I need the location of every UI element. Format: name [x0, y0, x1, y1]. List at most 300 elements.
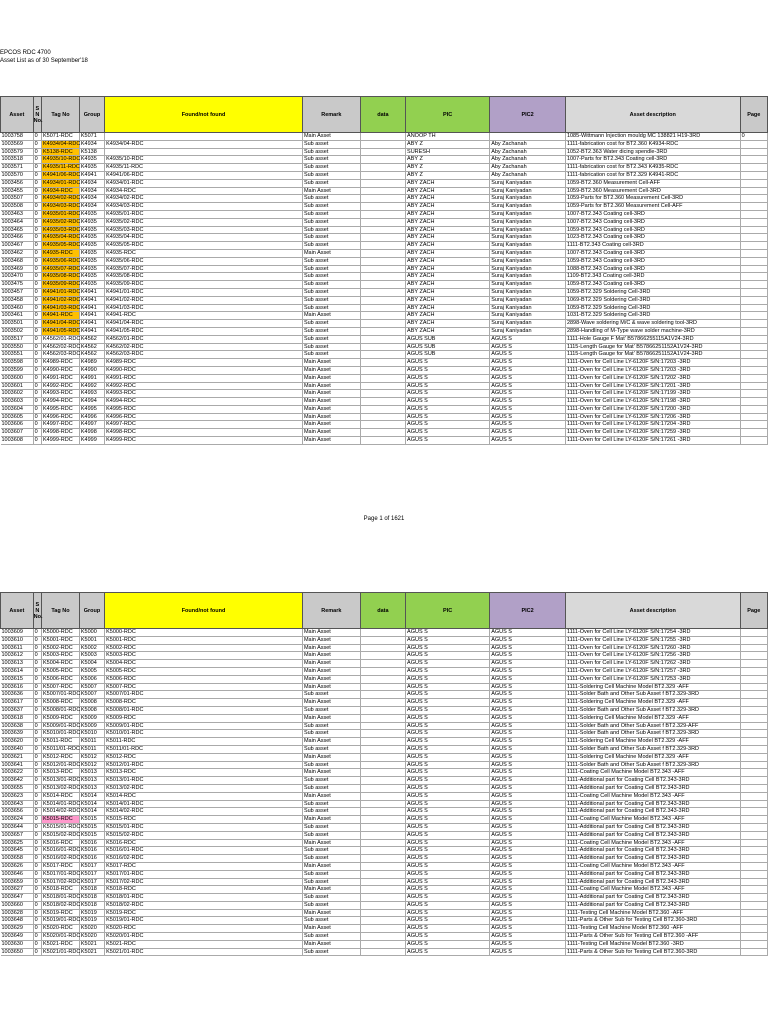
pic2-cell: AGUS S — [490, 948, 566, 956]
remark-cell: Sub asset — [302, 242, 360, 250]
table-row — [1, 886, 768, 894]
group-cell: K5009 — [79, 714, 104, 722]
description-cell: 1111-Oven for Cell Line LY-6120F S/N:17256 -3RD — [565, 652, 740, 660]
tag-cell: K5015/02-RDC — [43, 831, 81, 838]
sn-cell: 0 — [33, 761, 41, 769]
data-cell — [360, 351, 405, 359]
sn-cell: 0 — [33, 831, 41, 839]
pic-cell: ABY ZACH — [406, 242, 490, 250]
pic2-cell: AGUS S — [490, 808, 566, 816]
page-cell — [740, 800, 767, 808]
asset-cell: 1003642 — [1, 777, 34, 785]
group-cell: K5138 — [79, 148, 104, 156]
pic-cell: AGUS S — [406, 398, 490, 406]
sn-cell: 0 — [33, 218, 41, 226]
page-cell — [740, 933, 767, 941]
description-cell: 1111-Soldering Cell Machine Model BT2.329 -AFF — [565, 699, 740, 707]
table-row — [1, 327, 768, 335]
pic-cell: AGUS S — [406, 948, 490, 956]
sn-cell: 0 — [33, 148, 41, 156]
tag-cell: K4993-RDC — [42, 390, 80, 398]
description-cell: 1111-Coating Cell Machine Model BT2.343 -AFF — [565, 839, 740, 847]
table-row — [1, 148, 768, 156]
data-cell — [360, 304, 405, 312]
data-cell — [360, 792, 405, 800]
group-cell: K5014 — [79, 808, 104, 816]
remark-cell: Main Asset — [302, 792, 360, 800]
found-cell: K4935/01-RDC — [105, 210, 303, 218]
tag-cell: K4941/03-RDC — [43, 304, 81, 311]
pic-cell: ABY ZACH — [406, 273, 490, 281]
sn-cell: 0 — [33, 691, 41, 699]
table-row — [1, 249, 768, 257]
pic-cell: AGUS S — [406, 753, 490, 761]
page-cell — [740, 171, 767, 179]
group-cell: K4935 — [79, 210, 104, 218]
pic2-cell: AGUS S — [490, 940, 566, 948]
table-row — [1, 933, 768, 941]
col-data: data — [360, 593, 405, 629]
data-cell — [360, 242, 405, 250]
found-cell: K5021-RDC — [105, 940, 303, 948]
pic2-cell: AGUS S — [490, 359, 566, 367]
tag-cell: K5016-RDC — [42, 839, 80, 847]
asset-cell: 1003609 — [1, 629, 34, 637]
col-tag: Tag No — [42, 97, 80, 133]
asset-cell: 1003650 — [1, 948, 34, 956]
tag-cell: K4998-RDC — [42, 429, 80, 437]
table-row — [1, 878, 768, 886]
group-cell: K5003 — [79, 652, 104, 660]
data-cell — [360, 769, 405, 777]
asset-cell: 1003501 — [1, 320, 34, 328]
group-cell: K5019 — [79, 917, 104, 925]
page-cell — [740, 390, 767, 398]
table-row — [1, 351, 768, 359]
data-cell — [360, 933, 405, 941]
pic-cell: ABY ZACH — [406, 195, 490, 203]
tag-cell: K4935/03-RDC — [43, 226, 81, 233]
asset-cell: 1003621 — [1, 753, 34, 761]
asset-cell: 1003657 — [1, 831, 34, 839]
group-cell: K4934 — [79, 195, 104, 203]
tag-cell: K4997-RDC — [42, 421, 80, 429]
remark-cell: Sub asset — [302, 948, 360, 956]
tag-cell: K4999-RDC — [42, 437, 80, 445]
remark-cell: Main Asset — [302, 940, 360, 948]
data-cell — [360, 847, 405, 855]
col-remark: Remark — [302, 97, 360, 133]
group-cell: K5020 — [79, 933, 104, 941]
group-cell: K5017 — [79, 870, 104, 878]
table-row — [1, 769, 768, 777]
pic2-cell: Suraj Kaniyadan — [490, 273, 566, 281]
page-cell — [740, 870, 767, 878]
asset-cell: 1003622 — [1, 769, 34, 777]
sn-cell: 0 — [33, 320, 41, 328]
pic-cell: ABY ZACH — [406, 312, 490, 320]
table-row — [1, 429, 768, 437]
found-cell: K4989-RDC — [105, 359, 303, 367]
table-row — [1, 777, 768, 785]
description-cell: 1111-Oven for Cell Line LY-6120F S/N:17202 -3RD — [565, 374, 740, 382]
table-row — [1, 667, 768, 675]
found-cell: K4994-RDC — [105, 398, 303, 406]
remark-cell: Main Asset — [302, 398, 360, 406]
group-cell: K4941 — [79, 304, 104, 312]
remark-cell: Main Asset — [302, 133, 360, 141]
sn-cell: 0 — [33, 800, 41, 808]
table-row — [1, 784, 768, 792]
asset-cell: 1003469 — [1, 265, 34, 273]
pic2-cell: AGUS S — [490, 730, 566, 738]
group-cell: K5006 — [79, 675, 104, 683]
group-cell: K5005 — [79, 667, 104, 675]
group-cell: K5020 — [79, 925, 104, 933]
col-page: Page — [740, 97, 767, 133]
table-row — [1, 320, 768, 328]
found-cell: K4935/04-RDC — [105, 234, 303, 242]
found-cell: K5018/01-RDC — [105, 894, 303, 902]
remark-cell: Sub asset — [302, 706, 360, 714]
col-group: Group — [79, 97, 104, 133]
group-cell: K4934 — [79, 203, 104, 211]
group-cell: K4993 — [79, 390, 104, 398]
pic-cell: AGUS S — [406, 437, 490, 445]
asset-cell: 1003636 — [1, 691, 34, 699]
sn-cell: 0 — [33, 265, 41, 273]
table-row — [1, 382, 768, 390]
pic2-cell: AGUS S — [490, 847, 566, 855]
table-row — [1, 901, 768, 909]
found-cell: K5007/01-RDC — [105, 691, 303, 699]
remark-cell: Sub asset — [302, 296, 360, 304]
page-cell — [740, 644, 767, 652]
group-cell: K4934 — [79, 179, 104, 187]
page-cell — [740, 187, 767, 195]
pic-cell: AGUS S — [406, 894, 490, 902]
description-cell: 1111-Testing Cell Machine Model BT2.360 -AFF — [565, 925, 740, 933]
tag-cell: K5008-RDC — [42, 699, 80, 707]
pic-cell: AGUS S — [406, 382, 490, 390]
data-cell — [360, 179, 405, 187]
tag-cell: K5015-RDC — [42, 816, 80, 824]
found-cell: K4941/04-RDC — [105, 320, 303, 328]
remark-cell: Main Asset — [302, 429, 360, 437]
pic-cell: AGUS S — [406, 761, 490, 769]
pic-cell: ABY ZACH — [406, 288, 490, 296]
remark-cell: Sub asset — [302, 156, 360, 164]
pic-cell: SURESH — [406, 148, 490, 156]
remark-cell: Sub asset — [302, 808, 360, 816]
page-cell — [740, 948, 767, 956]
description-cell: 1111-Oven for Cell Line LY-6120F S/N:17204 -3RD — [565, 421, 740, 429]
description-cell: 1111-Oven for Cell Line LY-6120F S/N:17200 -3RD — [565, 405, 740, 413]
description-cell: 1111-Soldering Cell Machine Model BT2.329 -AFF — [565, 753, 740, 761]
pic-cell: ABY ZACH — [406, 179, 490, 187]
table-row — [1, 706, 768, 714]
pic2-cell: AGUS S — [490, 374, 566, 382]
tag-cell: K5018/02-RDC — [43, 901, 81, 908]
remark-cell: Main Asset — [302, 738, 360, 746]
tag-cell: K4562/01-RDC — [43, 335, 81, 342]
pic2-cell: AGUS S — [490, 351, 566, 359]
col-sn: S N No. — [33, 593, 41, 629]
pic2-cell: AGUS S — [490, 823, 566, 831]
table-row — [1, 925, 768, 933]
tag-cell: K4992-RDC — [42, 382, 80, 390]
data-cell — [360, 636, 405, 644]
tag-cell: K5009/01-RDC — [43, 722, 81, 729]
description-cell: 1007-BT2.343 Coating cell-3RD — [565, 218, 740, 226]
data-cell — [360, 675, 405, 683]
asset-cell: 1003464 — [1, 218, 34, 226]
pic2-cell: AGUS S — [490, 738, 566, 746]
tag-cell: K4935/02-RDC — [43, 218, 81, 225]
page-cell — [740, 257, 767, 265]
data-cell — [360, 288, 405, 296]
data-cell — [360, 808, 405, 816]
tag-cell: K5017/01-RDC — [43, 870, 81, 877]
group-cell: K4999 — [79, 437, 104, 445]
pic2-cell: AGUS S — [490, 870, 566, 878]
page-cell — [740, 683, 767, 691]
description-cell: 1031-BT2.329 Soldering Cell-3RD — [565, 312, 740, 320]
group-cell: K4989 — [79, 359, 104, 367]
found-cell: K5016-RDC — [105, 839, 303, 847]
asset-cell: 1003569 — [1, 140, 34, 148]
group-cell: K5013 — [79, 769, 104, 777]
found-cell: K4935/06-RDC — [105, 257, 303, 265]
table-row — [1, 359, 768, 367]
description-cell: 1059-BT2.329 Soldering Cell-3RD — [565, 288, 740, 296]
pic2-cell: Suraj Kaniyadan — [490, 218, 566, 226]
group-cell: K5010 — [79, 730, 104, 738]
pic-cell: AGUS S — [406, 644, 490, 652]
data-cell — [360, 878, 405, 886]
group-cell: K4562 — [79, 335, 104, 343]
remark-cell: Main Asset — [302, 816, 360, 824]
remark-cell: Sub asset — [302, 320, 360, 328]
pic-cell: ABY Z — [406, 171, 490, 179]
pic-cell: ABY Z — [406, 164, 490, 172]
pic2-cell: Suraj Kaniyadan — [490, 312, 566, 320]
table-row — [1, 179, 768, 187]
col-pic: PIC — [406, 593, 490, 629]
table-row — [1, 273, 768, 281]
remark-cell: Main Asset — [302, 886, 360, 894]
remark-cell: Main Asset — [302, 366, 360, 374]
found-cell: K4997-RDC — [105, 421, 303, 429]
table-row — [1, 171, 768, 179]
pic2-cell — [490, 133, 566, 141]
asset-cell: 1003624 — [1, 816, 34, 824]
pic2-cell: Suraj Kaniyadan — [490, 320, 566, 328]
asset-cell: 1003601 — [1, 382, 34, 390]
tag-cell: K4935/10-RDC — [43, 156, 81, 163]
tag-cell: K4990-RDC — [42, 366, 80, 374]
remark-cell: Main Asset — [302, 925, 360, 933]
description-cell: 1111-Solder Bath and Other Sub Asset f BT2.329-3RD — [565, 706, 740, 714]
found-cell: K4941/05-RDC — [105, 327, 303, 335]
description-cell: 1111-Soldering Cell Machine Model BT2.329 -AFF — [565, 714, 740, 722]
group-cell: K4998 — [79, 429, 104, 437]
group-cell: K4562 — [79, 343, 104, 351]
page-cell — [740, 382, 767, 390]
remark-cell: Sub asset — [302, 777, 360, 785]
page-cell — [740, 878, 767, 886]
pic-cell: AGUS S — [406, 636, 490, 644]
asset-cell: 1003599 — [1, 366, 34, 374]
tag-cell: K5007/01-RDC — [43, 691, 81, 698]
remark-cell: Main Asset — [302, 629, 360, 637]
page-cell — [740, 421, 767, 429]
remark-cell: Sub asset — [302, 195, 360, 203]
pic2-cell: AGUS S — [490, 816, 566, 824]
description-cell: 1111-Coating Cell Machine Model BT2.343 -AFF — [565, 862, 740, 870]
description-cell: 2898-Wave soldering M/C & wave soldering tool-3RD — [565, 320, 740, 328]
tag-cell: K5017-RDC — [42, 862, 80, 870]
group-cell: K5011 — [79, 738, 104, 746]
remark-cell: Main Asset — [302, 413, 360, 421]
col-pic2: PIC2 — [490, 593, 566, 629]
page-cell — [740, 304, 767, 312]
sn-cell: 0 — [33, 847, 41, 855]
data-cell — [360, 901, 405, 909]
description-cell: 1111-Oven for Cell Line LY-6120F S/N:17203 -3RD — [565, 359, 740, 367]
pic2-cell: AGUS S — [490, 831, 566, 839]
page-cell — [740, 359, 767, 367]
sn-cell: 0 — [33, 366, 41, 374]
asset-cell: 1003620 — [1, 738, 34, 746]
found-cell: K5017/01-RDC — [105, 870, 303, 878]
found-cell: K4998-RDC — [105, 429, 303, 437]
group-cell: K4941 — [79, 312, 104, 320]
group-cell: K5002 — [79, 644, 104, 652]
pic2-cell: Suraj Kaniyadan — [490, 288, 566, 296]
data-cell — [360, 761, 405, 769]
data-cell — [360, 187, 405, 195]
description-cell: 1111-Additional part for Coating Cell BT2.343-3RD — [565, 784, 740, 792]
sn-cell: 0 — [33, 683, 41, 691]
pic2-cell: AGUS S — [490, 917, 566, 925]
data-cell — [360, 800, 405, 808]
sn-cell: 0 — [33, 226, 41, 234]
group-cell: K4935 — [79, 226, 104, 234]
col-pic: PIC — [406, 97, 490, 133]
pic2-cell: Suraj Kaniyadan — [490, 226, 566, 234]
remark-cell: Sub asset — [302, 901, 360, 909]
asset-cell: 1003603 — [1, 398, 34, 406]
pic2-cell: AGUS S — [490, 335, 566, 343]
found-cell: K5018/02-RDC — [105, 901, 303, 909]
remark-cell: Main Asset — [302, 644, 360, 652]
found-cell: K5016/02-RDC — [105, 855, 303, 863]
data-cell — [360, 948, 405, 956]
pic-cell: AGUS S — [406, 862, 490, 870]
group-cell: K5013 — [79, 777, 104, 785]
sn-cell: 0 — [33, 784, 41, 792]
remark-cell: Main Asset — [302, 862, 360, 870]
pic2-cell: AGUS S — [490, 886, 566, 894]
table-row — [1, 629, 768, 637]
remark-cell: Sub asset — [302, 722, 360, 730]
table-row — [1, 195, 768, 203]
data-cell — [360, 140, 405, 148]
found-cell: K4934/03-RDC — [105, 203, 303, 211]
data-cell — [360, 133, 405, 141]
description-cell: 1111-BT2.343 Coating cell-3RD — [565, 242, 740, 250]
remark-cell: Main Asset — [302, 909, 360, 917]
tag-cell: K5010/01-RDC — [43, 730, 81, 737]
remark-cell: Main Asset — [302, 839, 360, 847]
tag-cell: K4941/02-RDC — [43, 296, 81, 303]
sn-cell: 0 — [33, 699, 41, 707]
group-cell: K4941 — [79, 288, 104, 296]
page-cell — [740, 730, 767, 738]
group-cell: K4935 — [79, 265, 104, 273]
asset-cell: 1003579 — [1, 148, 34, 156]
group-cell: K5021 — [79, 948, 104, 956]
col-desc: Asset description — [565, 593, 740, 629]
page-cell — [740, 296, 767, 304]
tag-cell: K5013/01-RDC — [43, 777, 81, 784]
group-cell: K5016 — [79, 847, 104, 855]
asset-cell: 1003614 — [1, 667, 34, 675]
group-cell: K4935 — [79, 257, 104, 265]
sn-cell: 0 — [33, 870, 41, 878]
table-row — [1, 714, 768, 722]
sn-cell: 0 — [33, 374, 41, 382]
remark-cell: Sub asset — [302, 894, 360, 902]
pic2-cell: AGUS S — [490, 691, 566, 699]
pic-cell: ABY ZACH — [406, 210, 490, 218]
description-cell: 1111-Oven for Cell Line LY-6120F S/N:17260 -3RD — [565, 644, 740, 652]
asset-cell: 1003659 — [1, 878, 34, 886]
description-cell: 1111-Solder Bath and Other Sub Asset f BT2.329-3RD — [565, 761, 740, 769]
table-row — [1, 265, 768, 273]
pic-cell: AGUS S — [406, 909, 490, 917]
pic-cell: AGUS S — [406, 792, 490, 800]
remark-cell: Main Asset — [302, 753, 360, 761]
description-cell: 1059-Parts for BT2.360 Measurement Cell-3RD — [565, 195, 740, 203]
sn-cell: 0 — [33, 133, 41, 141]
tag-cell: K4995-RDC — [42, 405, 80, 413]
asset-cell: 1003518 — [1, 156, 34, 164]
data-cell — [360, 320, 405, 328]
asset-cell: 1003617 — [1, 699, 34, 707]
pic-cell: AGUS S — [406, 823, 490, 831]
found-cell: K5013-RDC — [105, 769, 303, 777]
page-cell: 0 — [740, 133, 767, 141]
sn-cell: 0 — [33, 398, 41, 406]
group-cell: K4935 — [79, 249, 104, 257]
page-cell — [740, 909, 767, 917]
remark-cell: Main Asset — [302, 660, 360, 668]
table-row — [1, 226, 768, 234]
table-row — [1, 421, 768, 429]
remark-cell: Sub asset — [302, 847, 360, 855]
page-cell — [740, 691, 767, 699]
asset-cell: 1003604 — [1, 405, 34, 413]
tag-cell: K4941-RDC — [42, 312, 80, 320]
table-row — [1, 808, 768, 816]
tag-cell: K5007-RDC — [42, 683, 80, 691]
group-cell: K4935 — [79, 273, 104, 281]
remark-cell: Sub asset — [302, 210, 360, 218]
data-cell — [360, 722, 405, 730]
remark-cell: Main Asset — [302, 437, 360, 445]
